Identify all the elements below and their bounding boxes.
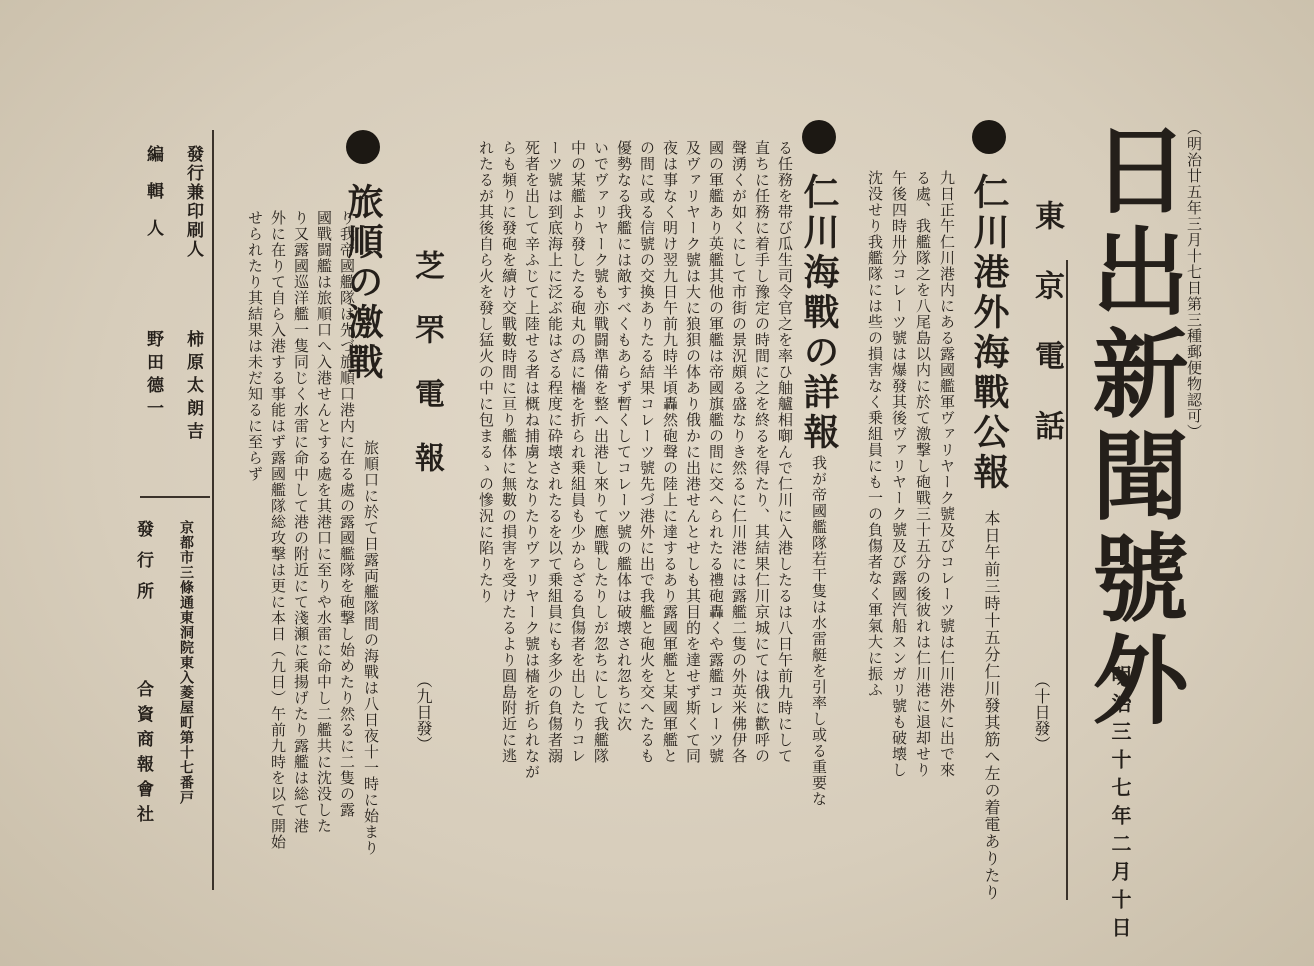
article1-headline: 仁川港外海戰公報 [968,173,1010,493]
publisher-name: 合資商報會社 [133,680,153,830]
article1-line-4: 沈没せり我艦隊には些の損害なく乗組員にも一の負傷者なく軍氣大に振ふ [866,170,884,698]
article2-line-4: 聲湧くが如くにして市街の景況頗る盛なりき然るに仁川港には露艦二隻の外英米佛伊各 [730,140,748,764]
article2-line-15: れたるが其後自ら火を發し猛火の中に包まるゝの慘況に陷りたり [477,140,495,604]
printer-name: 柿原太朗吉 [183,330,203,445]
article2-header [796,120,842,453]
imprint-rule [140,496,210,498]
postal-permit: （明治廿五年三月十七日第三種郵便物認可） [1185,120,1203,440]
article3-line-4: り又露國巡洋艦一隻同じく水雷に命中して港の附近にて淺瀬に乘揚げたり露艦は総て港 [292,210,310,834]
section-title-tokyo: 東京電話 [1029,200,1064,480]
bullet-dot-icon [346,130,380,164]
bullet-dot-icon [972,120,1006,154]
article3-line-2: り我帝國艦隊は先づ旅順口港内に在る處の露國艦隊を砲撃し始めたり然るに二隻の露 [338,210,356,818]
tokyo-dispatch-date: （十日發） [1032,672,1051,752]
article2-line-3: 直ちに任務に着手し豫定の時間に之を終るを得たり、其結果仁川京城にては俄に歡呼の [753,140,771,764]
article3-line-3: 國戰闘艦は旅順口へ入港せんとする處を其港口に至りや水雷に命中し二艦共に沈没した [315,210,333,834]
article2-line-1: 我が帝國艦隊若干隻は水雷艇を引率し或る重要な [810,455,828,807]
article2-line-8: の間に或る信號の交換ありたる結果コレーツ號先づ港外に出で我艦と砲火を交へたるも [638,140,656,764]
article1-lead: 本日午前三時十五分仁川發其筋へ左の着電ありたり [982,510,1001,901]
article2-line-9: 優勢なる我艦には敵すべくもあらず暫くしてコレーツ號の艦体は破壊され忽ちに次 [615,140,633,732]
bullet-dot-icon [802,120,836,154]
article1-line-2: る處、我艦隊之を八尾島以内に於て激撃し砲戰三十五分の後彼れは仁川港に退却せり [914,170,932,778]
article3-line-6: せられたり其結果は未だ知るに至らず [246,210,264,482]
article1-line-3: 午後四時卅分コレーツ號は爆發其後ヴァリヤーク號及び露國汽船スンガリ號も破壊し [890,170,908,778]
imprint-divider [212,130,214,890]
article2-line-2: る任務を帯び瓜生司令官之を率ひ舳艫相啣んで仁川に入港したるは八日午前九時にして [776,140,794,764]
article1-line-1: 九日正午仁川港内にある露國艦軍ヴァリヤーク號及びコレーツ號は仁川港外に出で來 [938,170,956,778]
article2-headline: 仁川海戰の詳報 [798,173,840,453]
newspaper-title: 日出新聞號外 [1077,120,1190,732]
article2-line-14: らも頻りに發砲を續け交戰數時間に亘り艦体に無數の損害を受けたるより圓島附近に逃 [500,140,518,764]
editor-name: 野田德一 [143,330,163,422]
article3-headline: 旅順の激戰 [342,183,384,383]
printer-label: 發行兼印刷人 [183,145,203,259]
article2-line-11: 中の某艦より發したる砲丸の爲に檣を折られ乗組員も少からざる負傷者を出したりコレ [569,140,587,764]
article2-line-6: 及ヴァリヤーク號は大に狼狽の体あり俄かに出港せんとせしも其目的を達せず斯くて同 [684,140,702,764]
article3-line-5: 外に在りて自ら入港する事能はず露國艦隊総攻撃は更に本日（九日）午前九時を以て開始 [269,210,287,850]
shiba-dispatch-date: （九日發） [414,672,433,752]
article2-line-13: 死者を出して辛ふじて上陸せる者は概ね捕虜となりたりヴァリヤーク號は檣を折られなが [523,140,541,780]
article2-line-7: 夜は事なく明け翌九日午前九時半頃轟然砲聲の陸上に達するあり露國軍艦と某國軍艦と [661,140,679,764]
editor-label: 編輯人 [143,145,163,256]
article1-header [966,120,1012,493]
section-title-shiba: 芝罘電報 [409,250,444,506]
issue-date: 明治三十七年二月十日 [1108,665,1132,945]
article2-line-5: 國の軍艦あり英艦其他の軍艦は帝國旗艦の間に交へられたる禮砲轟くや露艦コレーツ號 [707,140,725,764]
article2-line-12: ーツ號は到底海上に泛ぶ能はざる程度に砕壊されたるを以て乗組員にも多少の負傷者溺 [546,140,564,764]
publisher-label: 發行所 [133,520,153,613]
article3-line-1: 旅順口に於て日露両艦隊間の海戰は八日夜十一時に始まり [362,440,380,856]
article2-line-10: いでヴァリヤーク號も亦戰闘準備を整へ出港し來りて應戰したりしが忽ちにして我艦隊 [592,140,610,764]
publisher-address: 京都市三條通東洞院東入菱屋町第十七番戸 [178,520,194,805]
